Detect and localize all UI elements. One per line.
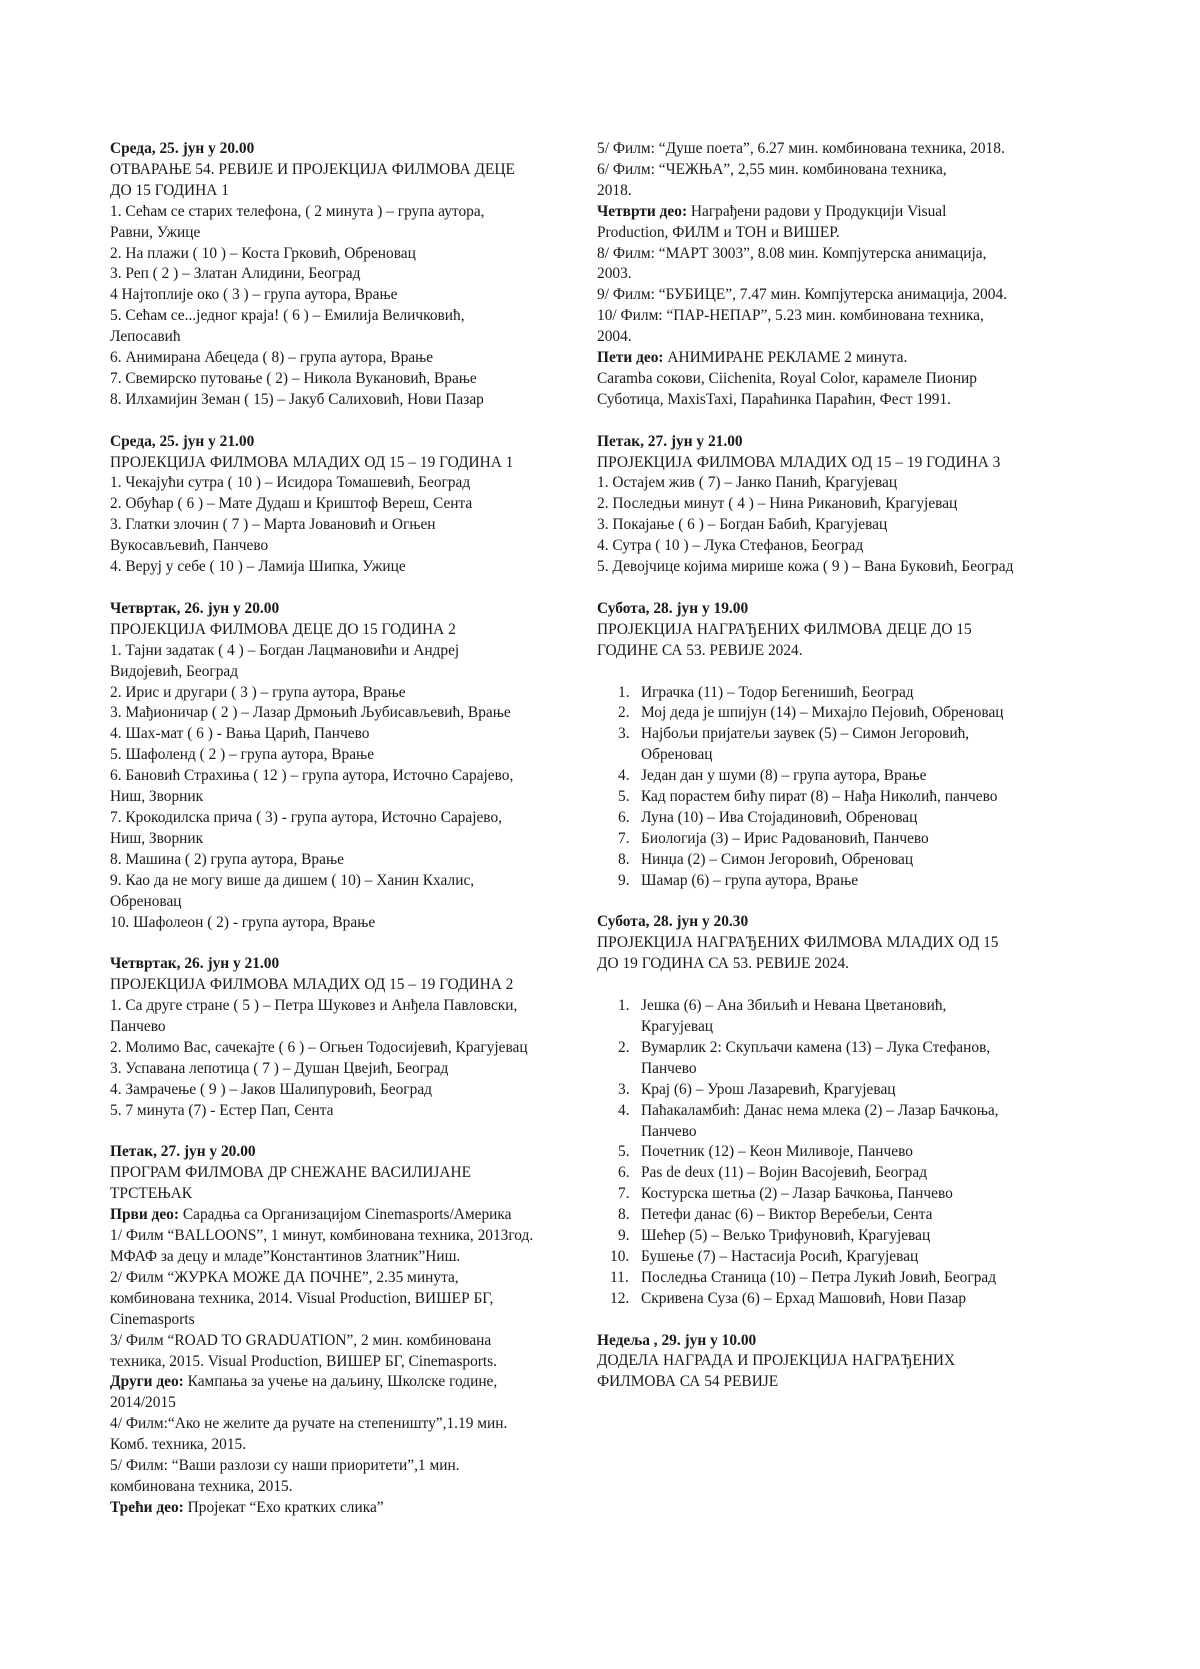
film-list-item — [597, 1142, 1075, 1163]
program-line — [597, 348, 1075, 369]
schedule-block — [597, 432, 1075, 578]
item-text: Панчево — [641, 1059, 697, 1077]
part-text: Суботица, MaxisTaxi, Параћинка Параћин, Фест 1991. — [597, 390, 952, 408]
program-line — [597, 285, 1075, 306]
item-number: 9. — [618, 1227, 630, 1245]
film-list-item — [597, 996, 1075, 1038]
item-text: Нинџа (2) – Симон Јегоровић, Обреновац — [641, 850, 914, 868]
item-number: 1. — [618, 997, 630, 1015]
item-number: 11. — [610, 1268, 629, 1286]
program-continuation — [597, 139, 1075, 411]
program-line: 3. Мађионичар ( 2 ) – Лазар Дрмоњић Љубисављевић, Врање — [110, 704, 511, 722]
part-text: Кампања за учење на даљину, Школске године, — [183, 1373, 498, 1391]
program-line: 7. Крокодилска прича ( 3) - група аутора, Источно Сарајево, — [110, 808, 503, 826]
schedule-block — [110, 432, 580, 578]
item-number: 2. — [618, 1038, 630, 1056]
program-line: ПРОЈЕКЦИЈА ФИЛМОВА МЛАДИХ ОД 15 – 19 ГОДИНА 3 — [597, 453, 1001, 471]
program-line: ДО 19 ГОДИНА СА 53. РЕВИЈЕ 2024. — [597, 955, 850, 973]
part-text: комбинована техника, 2015. — [110, 1477, 293, 1495]
program-line: 3. Покајање ( 6 ) – Богдан Бабић, Крагујевац — [597, 516, 888, 534]
item-number: 6. — [618, 1164, 630, 1182]
item-text: Петефи данас (6) – Виктор Веребељи, Сента — [641, 1206, 933, 1224]
part-text: 5/ Филм: “Ваши разлози су наши приоритети”,1 мин. — [110, 1457, 460, 1475]
item-text: Играчка (11) – Тодор Бегенишић, Београд — [641, 683, 914, 701]
program-line: ОТВАРАЊЕ 54. РЕВИЈЕ И ПРОЈЕКЦИЈА ФИЛМОВА ДЕЦЕ — [110, 160, 515, 178]
program-line: ПРОЈЕКЦИЈА ФИЛМОВА ДЕЦЕ ДО 15 ГОДИНА 2 — [110, 620, 456, 638]
program-line: Лепосавић — [110, 328, 181, 346]
part-text: АНИМИРАНЕ РЕКЛАМЕ 2 минута. — [663, 349, 908, 367]
item-text: Најбољи пријатељи заувек (5) – Симон Јегоровић, — [641, 725, 970, 743]
part-text: Комб. техника, 2015. — [110, 1436, 247, 1454]
part-text: 1/ Филм “BALLOONS”, 1 минут, комбинована техника, 2013год. — [110, 1227, 534, 1245]
block-heading: Недеља , 29. јун у 10.00 — [597, 1331, 757, 1349]
program-line: 5. Девојчице којима мирише кожа ( 9 ) – Вана Буковић, Београд — [597, 558, 1014, 576]
program-line: 4 Најтоплије око ( 3 ) – група аутора, Врање — [110, 286, 398, 304]
program-line — [597, 390, 1075, 411]
program-line: 5. Шафоленд ( 2 ) – група аутора, Врање — [110, 746, 375, 764]
item-number: 5. — [618, 1143, 630, 1161]
part-text: 6/ Филм: “ЧЕЖЊА”, 2,55 мин. комбинована техника, — [597, 160, 947, 178]
item-text: Луна (10) – Ива Стојадиновић, Обреновац — [641, 808, 918, 826]
block-heading: Субота, 28. јун у 19.00 — [597, 599, 749, 617]
item-number: 12. — [610, 1289, 630, 1307]
program-line — [597, 160, 1075, 181]
block-heading: Четвртак, 26. јун у 21.00 — [110, 955, 280, 973]
block-heading: Среда, 25. јун у 20.00 — [110, 140, 255, 157]
program-line: Обреновац — [110, 892, 182, 910]
program-line: 2. Ирис и другари ( 3 ) – група аутора, Врање — [110, 683, 406, 701]
schedule-block — [110, 599, 580, 934]
program-line — [110, 1372, 580, 1393]
part-label: Четврти део: — [597, 202, 688, 220]
program-line: 1. Са друге стране ( 5 ) – Петра Шуковез и Анђела Павловски, — [110, 997, 518, 1015]
program-line: 7. Свемирско путовање ( 2) – Никола Вукановић, Врање — [110, 369, 477, 387]
program-line: 3. Реп ( 2 ) – Златан Алидини, Београд — [110, 265, 361, 283]
program-line — [110, 1435, 580, 1456]
part-text: 9/ Филм: “БУБИЦЕ”, 7.47 мин. Компјутерска анимација, 2004. — [597, 286, 1007, 304]
program-line — [110, 1393, 580, 1414]
film-list-item — [597, 1080, 1075, 1101]
film-list-item — [597, 1184, 1075, 1205]
program-line: ДО 15 ГОДИНА 1 — [110, 181, 229, 199]
part-text: Production, ФИЛМ и ТОН и ВИШЕР. — [597, 223, 840, 241]
program-line — [597, 181, 1075, 202]
program-line: 4. Веруј у себе ( 10 ) – Ламија Шипка, Ужице — [110, 558, 406, 576]
film-list-item — [597, 829, 1075, 850]
item-text: Мој деда је шпијун (14) – Михајло Пејовић, Обреновац — [641, 704, 1004, 722]
program-line: 5. Сећам се...једног краја! ( 6 ) – Емилија Величковић, — [110, 307, 465, 325]
part-text: комбинована техника, 2014. Visual Production, ВИШЕР БГ, — [110, 1289, 494, 1307]
film-list-item — [597, 766, 1075, 787]
program-line: ПРОЈЕКЦИЈА ФИЛМОВА МЛАДИХ ОД 15 – 19 ГОДИНА 2 — [110, 976, 514, 994]
program-line — [110, 1498, 580, 1519]
item-number: 10. — [610, 1247, 630, 1265]
program-line: Панчево — [110, 1018, 166, 1036]
item-text: Вумарлик 2: Скупљачи камена (13) – Лука Стефанов, — [641, 1038, 991, 1056]
part-text: 2014/2015 — [110, 1394, 176, 1412]
item-text: Pas de deux (11) – Војин Васојевић, Београд — [641, 1164, 928, 1182]
part-text: 4/ Филм:“Ако не желите да ручате на степеништу”,1.19 мин. — [110, 1415, 508, 1433]
program-line: 3. Успавана лепотица ( 7 ) – Душан Цвејић, Београд — [110, 1059, 449, 1077]
item-number: 7. — [618, 1185, 630, 1203]
program-line: 2. Последњи минут ( 4 ) – Нина Рикановић, Крагујевац — [597, 495, 958, 513]
part-text: техника, 2015. Visual Production, ВИШЕР БГ, Cinemasports. — [110, 1352, 498, 1370]
program-line — [110, 1289, 580, 1310]
item-number: 3. — [618, 1080, 630, 1098]
item-number: 9. — [618, 871, 630, 889]
schedule-block — [110, 954, 580, 1121]
program-line — [110, 1456, 580, 1477]
film-list-item — [597, 1289, 1075, 1310]
program-line: 2. Молимо Вас, сачекајте ( 6 ) – Огњен Тодосијевић, Крагујевац — [110, 1038, 528, 1056]
program-line — [110, 1310, 580, 1331]
part-text: 5/ Филм: “Душе поета”, 6.27 мин. комбинована техника, 2018. — [597, 140, 1005, 157]
program-line: 10. Шафолеон ( 2) - група аутора, Врање — [110, 913, 376, 931]
program-line — [597, 264, 1075, 285]
part-text: Пројекат “Ехо кратких слика” — [183, 1498, 384, 1516]
part-label: Други део: — [110, 1373, 184, 1391]
program-line: 6. Анимирана Абецеда ( 8) – група аутора, Врање — [110, 349, 434, 367]
program-line — [110, 1414, 580, 1435]
program-line — [597, 244, 1075, 265]
film-list-item — [597, 1247, 1075, 1268]
program-line: 4. Шах-мат ( 6 ) - Вања Царић, Панчево — [110, 725, 370, 743]
part-text: Cinemasports — [110, 1310, 195, 1328]
item-text: Костурска шетња (2) – Лазар Бачкоња, Панчево — [641, 1185, 953, 1203]
item-text: Паћакаламбић: Данас нема млека (2) – Лазар Бачкоња, — [641, 1101, 999, 1119]
program-line — [110, 1247, 580, 1268]
program-line — [110, 1268, 580, 1289]
item-number: 8. — [618, 850, 630, 868]
film-list-item — [597, 1268, 1075, 1289]
item-text: Бушење (7) – Настасија Росић, Крагујевац — [641, 1247, 919, 1265]
film-list-item — [597, 1101, 1075, 1143]
program-line: Равни, Ужице — [110, 223, 201, 241]
program-line: Ниш, Зворник — [110, 829, 204, 847]
program-line: 2. Обућар ( 6 ) – Мате Дудаш и Криштоф Вереш, Сента — [110, 495, 473, 513]
part-text: 3/ Филм “ROAD TO GRADUATION”, 2 мин. комбинована — [110, 1331, 492, 1349]
program-line: 8. Илхамијин Земан ( 15) – Јакуб Салиховић, Нови Пазар — [110, 390, 484, 408]
film-list-item — [597, 808, 1075, 829]
block-heading: Петак, 27. јун у 20.00 — [110, 1143, 256, 1161]
program-line: ПРОГРАМ ФИЛМОВА ДР СНЕЖАНЕ ВАСИЛИЈАНЕ — [110, 1164, 472, 1182]
program-line: ПРОЈЕКЦИЈА ФИЛМОВА МЛАДИХ ОД 15 – 19 ГОДИНА 1 — [110, 453, 514, 471]
item-number: 5. — [618, 788, 630, 806]
item-text: Крај (6) – Урош Лазаревић, Крагујевац — [641, 1080, 896, 1098]
item-number: 6. — [618, 808, 630, 826]
film-list-item — [597, 703, 1075, 724]
program-line: Вукосављевић, Панчево — [110, 537, 269, 555]
part-label: Трећи део: — [110, 1498, 184, 1516]
item-text: Крагујевац — [641, 1017, 714, 1035]
program-line: 5. 7 минута (7) - Естер Пап, Сента — [110, 1101, 334, 1119]
program-line: ДОДЕЛА НАГРАДА И ПРОЈЕКЦИЈА НАГРАЂЕНИХ — [597, 1352, 956, 1370]
program-line: Видојевић, Београд — [110, 662, 239, 680]
program-line: 1. Сећам се старих телефона, ( 2 минута ) – група аутора, — [110, 202, 485, 220]
part-text: 2003. — [597, 265, 632, 283]
program-line: 9. Као да не могу више да дишем ( 10) – Ханин Кхалис, — [110, 871, 475, 889]
schedule-block — [110, 1142, 580, 1518]
film-list-item — [597, 1226, 1075, 1247]
program-line: 6. Бановић Страхиња ( 12 ) – група аутора, Источно Сарајево, — [110, 767, 514, 785]
film-list-item — [597, 683, 1075, 704]
right-column — [597, 139, 1075, 1414]
part-label: Пети део: — [597, 349, 664, 367]
program-line: 4. Сутра ( 10 ) – Лука Стефанов, Београд — [597, 537, 864, 555]
program-line: ФИЛМОВА СА 54 РЕВИЈЕ — [597, 1373, 779, 1391]
part-text: МФАФ за децу и младе”Константинов Златник”Ниш. — [110, 1247, 461, 1265]
program-line: 8. Машина ( 2) група аутора, Врање — [110, 850, 344, 868]
program-line: ГОДИНЕ СА 53. РЕВИЈЕ 2024. — [597, 641, 803, 659]
schedule-block — [597, 912, 1075, 1309]
item-number: 4. — [618, 767, 630, 785]
item-number: 3. — [618, 725, 630, 743]
program-line — [597, 369, 1075, 390]
film-list-item — [597, 724, 1075, 766]
item-text: Почетник (12) – Кеон Миливоје, Панчево — [641, 1143, 913, 1161]
film-list-item — [597, 787, 1075, 808]
schedule-block — [110, 139, 580, 411]
program-line: 1. Тајни задатак ( 4 ) – Богдан Лацмановићи и Андреј — [110, 641, 460, 659]
part-text: 10/ Филм: “ПАР-НЕПАР”, 5.23 мин. комбинована техника, — [597, 307, 984, 325]
film-list-item — [597, 1163, 1075, 1184]
item-text: Један дан у шуми (8) – група аутора, Врање — [641, 767, 927, 785]
part-text: Сарадња са Организацијом Cinemasports/Америка — [179, 1206, 512, 1224]
part-text: 2/ Филм “ЖУРКА МОЖЕ ДА ПОЧНЕ”, 2.35 минута, — [110, 1268, 459, 1286]
spacer — [597, 662, 1075, 683]
block-heading: Среда, 25. јун у 21.00 — [110, 432, 255, 450]
program-line — [597, 202, 1075, 223]
item-text: Скривена Суза (6) – Ерхад Машовић, Нови Пазар — [641, 1289, 967, 1307]
item-text: Обреновац — [641, 746, 713, 764]
program-line — [110, 1331, 580, 1352]
item-text: Биологија (3) – Ирис Радовановић, Панчево — [641, 829, 929, 847]
item-text: Кад порастем бићу пират (8) – Нађа Николић, панчево — [641, 788, 998, 806]
item-number: 1. — [618, 683, 630, 701]
program-line: 1. Чекајући сутра ( 10 ) – Исидора Томашевић, Београд — [110, 474, 471, 492]
part-text: 2018. — [597, 181, 632, 199]
program-line: 4. Замрачење ( 9 ) – Јаков Шалипуровић, Београд — [110, 1080, 432, 1098]
block-heading: Субота, 28. јун у 20.30 — [597, 913, 749, 931]
item-text: Шећер (5) – Вељко Трифуновић, Крагујевац — [641, 1227, 931, 1245]
part-text: Награђени радови у Продукцији Visual — [687, 202, 947, 220]
program-line: 2. На плажи ( 10 ) – Коста Грковић, Обреновац — [110, 244, 416, 262]
item-number: 8. — [618, 1206, 630, 1224]
program-line: ПРОЈЕКЦИЈА НАГРАЂЕНИХ ФИЛМОВА ДЕЦЕ ДО 15 — [597, 620, 972, 638]
film-list-item — [597, 1038, 1075, 1080]
program-line — [110, 1226, 580, 1247]
item-text: Јешка (6) – Ана Збиљић и Невана Цветановић, — [641, 997, 947, 1015]
program-line — [597, 327, 1075, 348]
film-list-item — [597, 871, 1075, 892]
item-number: 2. — [618, 704, 630, 722]
part-text: 2004. — [597, 328, 632, 346]
block-heading: Четвртак, 26. јун у 20.00 — [110, 599, 280, 617]
part-label: Први део: — [110, 1206, 179, 1224]
schedule-block — [597, 1331, 1075, 1394]
item-number: 4. — [618, 1101, 630, 1119]
block-heading: Петак, 27. јун у 21.00 — [597, 432, 743, 450]
program-line — [597, 306, 1075, 327]
item-text: Шамар (6) – група аутора, Врање — [641, 871, 859, 889]
program-line — [110, 1352, 580, 1373]
left-column — [110, 139, 580, 1540]
item-text: Последња Станица (10) – Петра Лукић Јовић, Београд — [641, 1268, 997, 1286]
program-line: 1. Остајем жив ( 7) – Јанко Панић, Крагујевац — [597, 474, 898, 492]
film-list-item — [597, 850, 1075, 871]
part-text: 8/ Филм: “МАРТ 3003”, 8.08 мин. Компјутерска анимација, — [597, 244, 987, 262]
program-line: ТРСТЕЊАК — [110, 1185, 193, 1203]
spacer — [597, 975, 1075, 996]
program-line — [110, 1477, 580, 1498]
item-text: Панчево — [641, 1122, 697, 1140]
item-number: 7. — [618, 829, 630, 847]
program-line: Ниш, Зворник — [110, 788, 204, 806]
program-line — [597, 139, 1075, 160]
film-list-item — [597, 1205, 1075, 1226]
program-line — [110, 1205, 580, 1226]
part-text: Caramba сокови, Ciichenita, Royal Color, карамеле Пионир — [597, 369, 977, 387]
program-line — [597, 223, 1075, 244]
program-line: ПРОЈЕКЦИЈА НАГРАЂЕНИХ ФИЛМОВА МЛАДИХ ОД 15 — [597, 934, 999, 952]
program-line: 3. Глатки злочин ( 7 ) – Марта Јовановић и Огњен — [110, 516, 436, 534]
schedule-block — [597, 599, 1075, 892]
